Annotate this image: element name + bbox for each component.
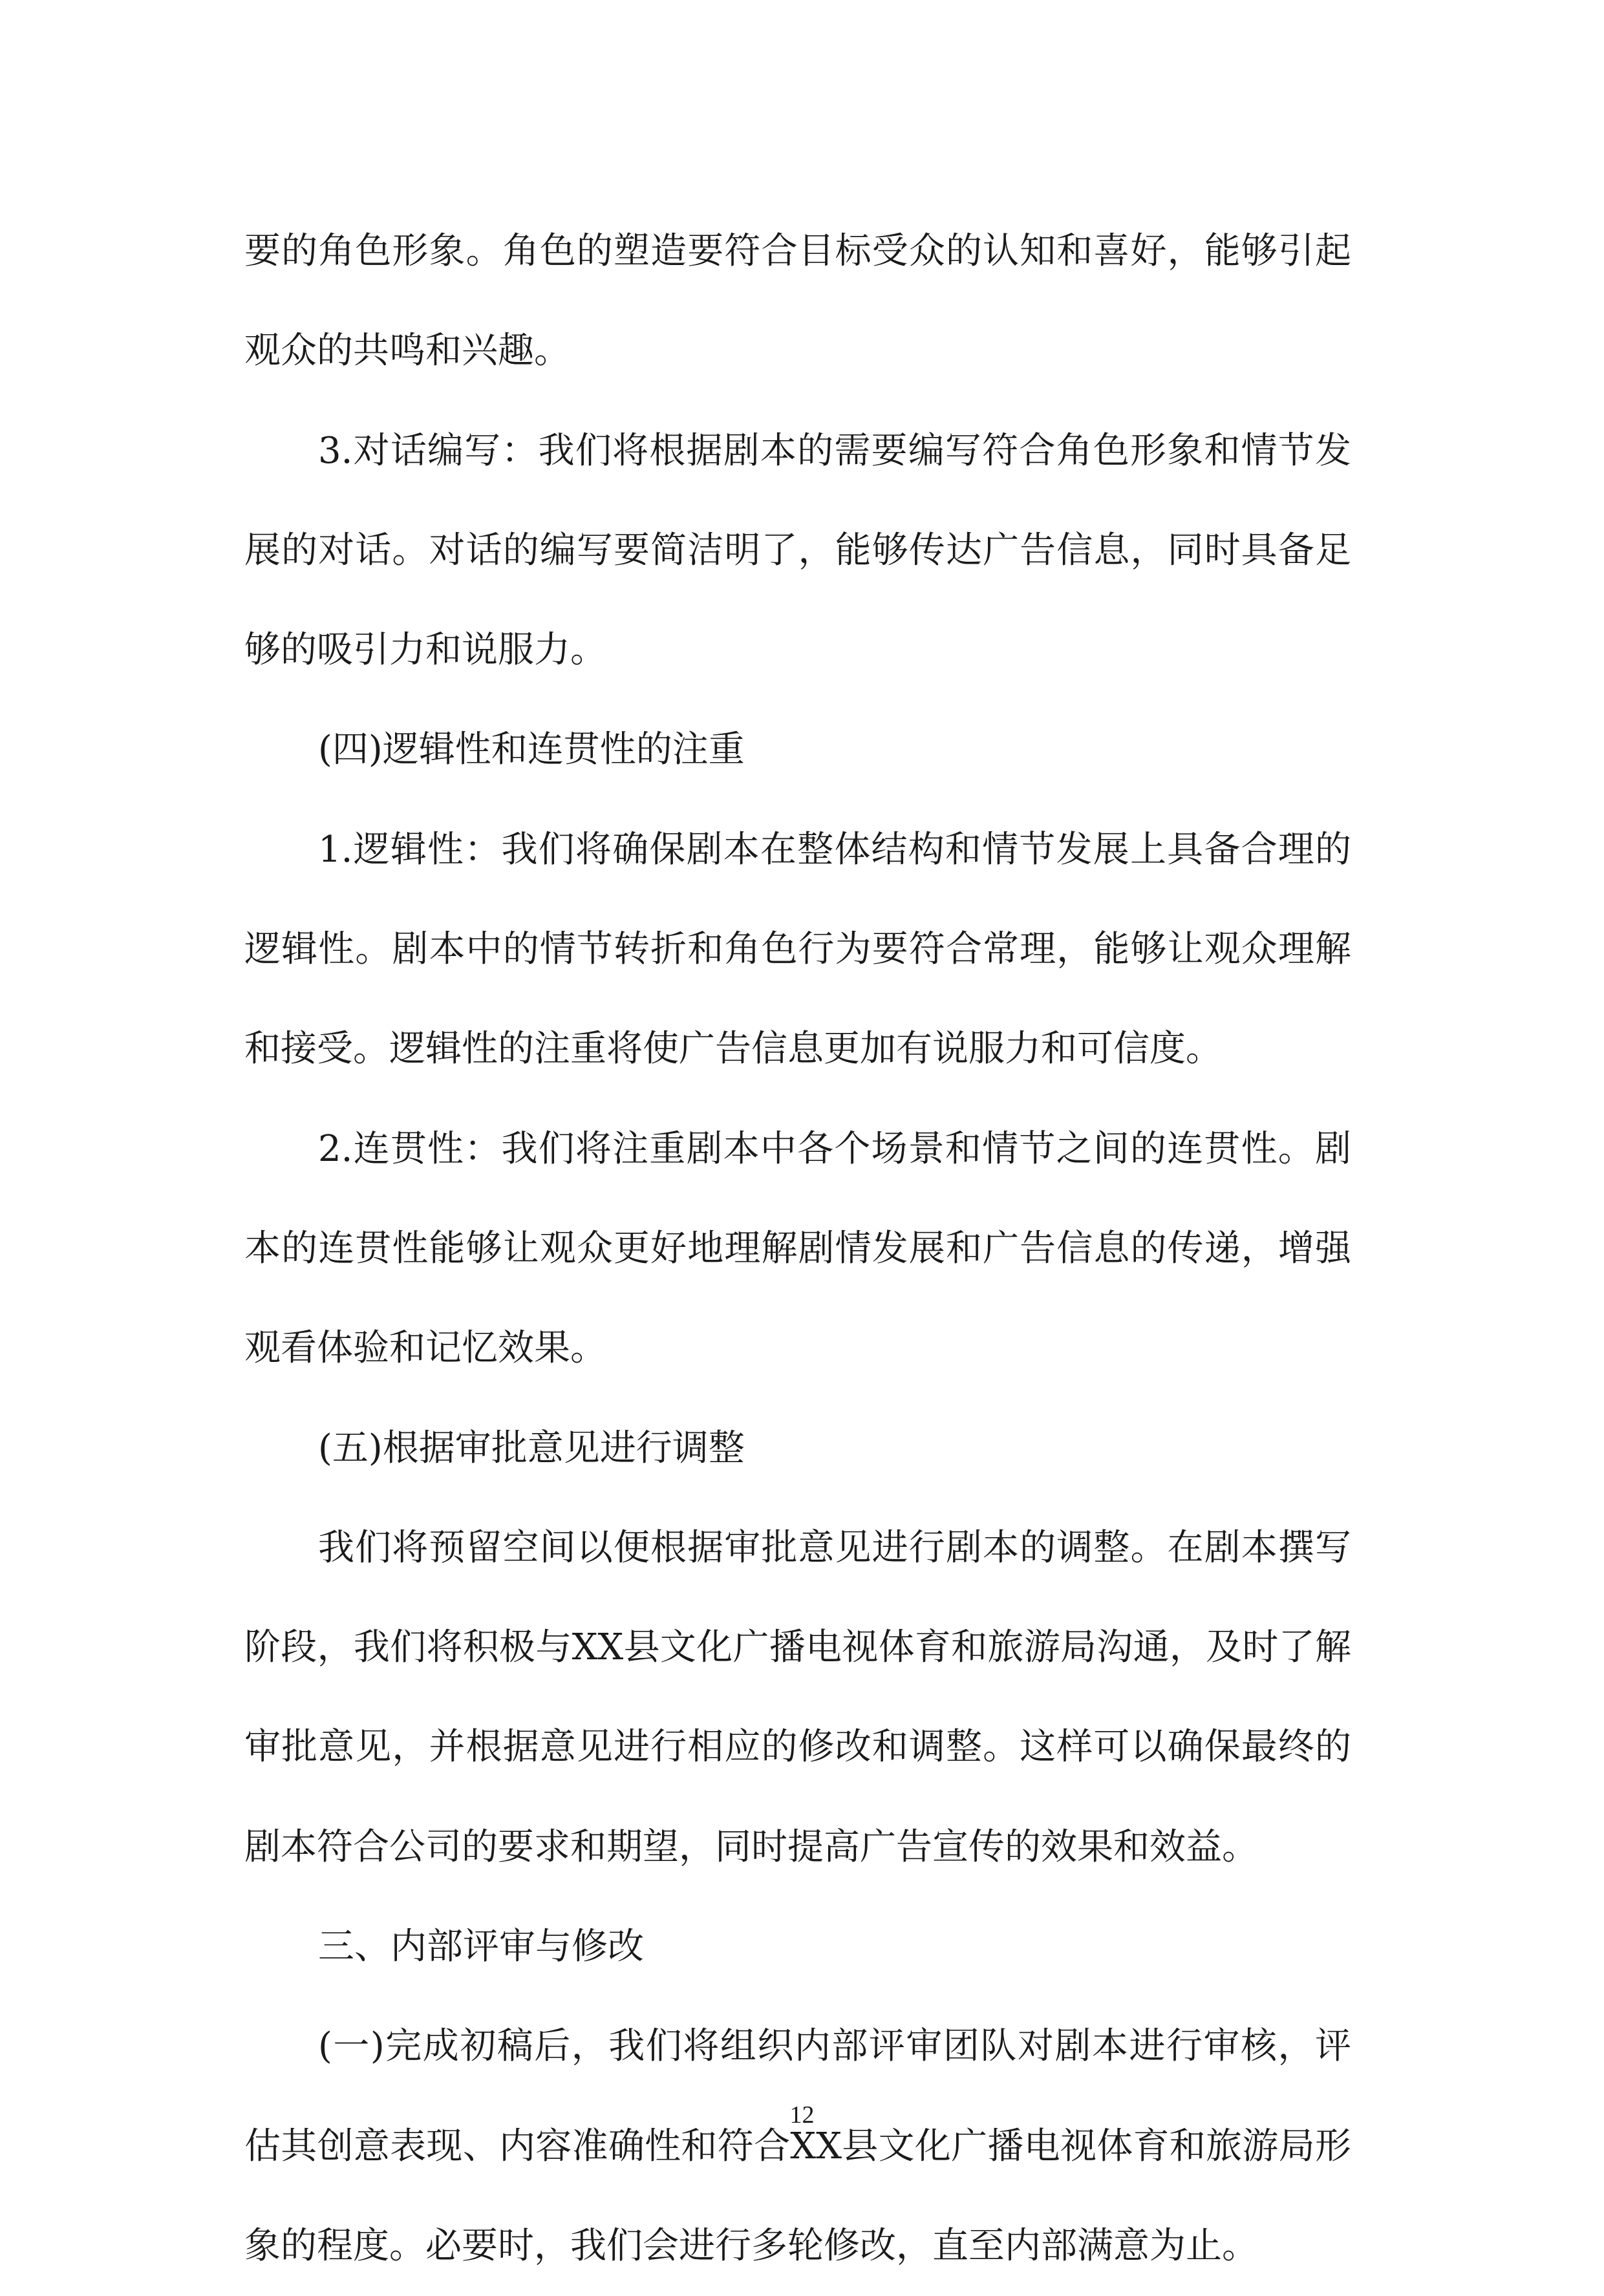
paragraph-internal-review: (一)完成初稿后，我们将组织内部评审团队对剧本进行审核，评估其创意表现、内容准确性和符合XX县文化广播电视体育和旅游局形象的程度。必要时，我们会进行多轮修改，直至内部满意为止。 xyxy=(244,2025,1351,2267)
page-number: 12 xyxy=(789,2101,815,2129)
paragraph-role-image-continued: 要的角色形象。角色的塑造要符合目标受众的认知和喜好，能够引起观众的共鸣和兴趣。 xyxy=(244,230,1351,372)
paragraph-dialogue-writing: 3.对话编写：我们将根据剧本的需要编写符合角色形象和情节发展的对话。对话的编写要简洁明了，能够传达广告信息，同时具备足够的吸引力和说服力。 xyxy=(244,429,1351,672)
paragraph-logic: 1.逻辑性：我们将确保剧本在整体结构和情节发展上具备合理的逻辑性。剧本中的情节转折和角色行为要符合常理，能够让观众理解和接受。逻辑性的注重将使广告信息更加有说服力和可信度。 xyxy=(244,828,1351,1070)
heading-internal-review: 三、内部评审与修改 xyxy=(318,1926,644,1968)
heading-approval-adjustment: (五)根据审批意见进行调整 xyxy=(318,1427,745,1469)
paragraph-approval-adjustment: 我们将预留空间以便根据审批意见进行剧本的调整。在剧本撰写阶段，我们将积极与XX县文化广播电视体育和旅游局沟通，及时了解审批意见，并根据意见进行相应的修改和调整。这样可以确保最终的剧本符合公司的要求和期望，同时提高广告宣传的效果和效益。 xyxy=(244,1526,1351,1868)
body-text xyxy=(244,202,1351,2296)
paragraph-coherence: 2.连贯性：我们将注重剧本中各个场景和情节之间的连贯性。剧本的连贯性能够让观众更好地理解剧情发展和广告信息的传递，增强观看体验和记忆效果。 xyxy=(244,1127,1351,1370)
heading-logic-coherence: (四)逻辑性和连贯性的注重 xyxy=(318,728,745,771)
